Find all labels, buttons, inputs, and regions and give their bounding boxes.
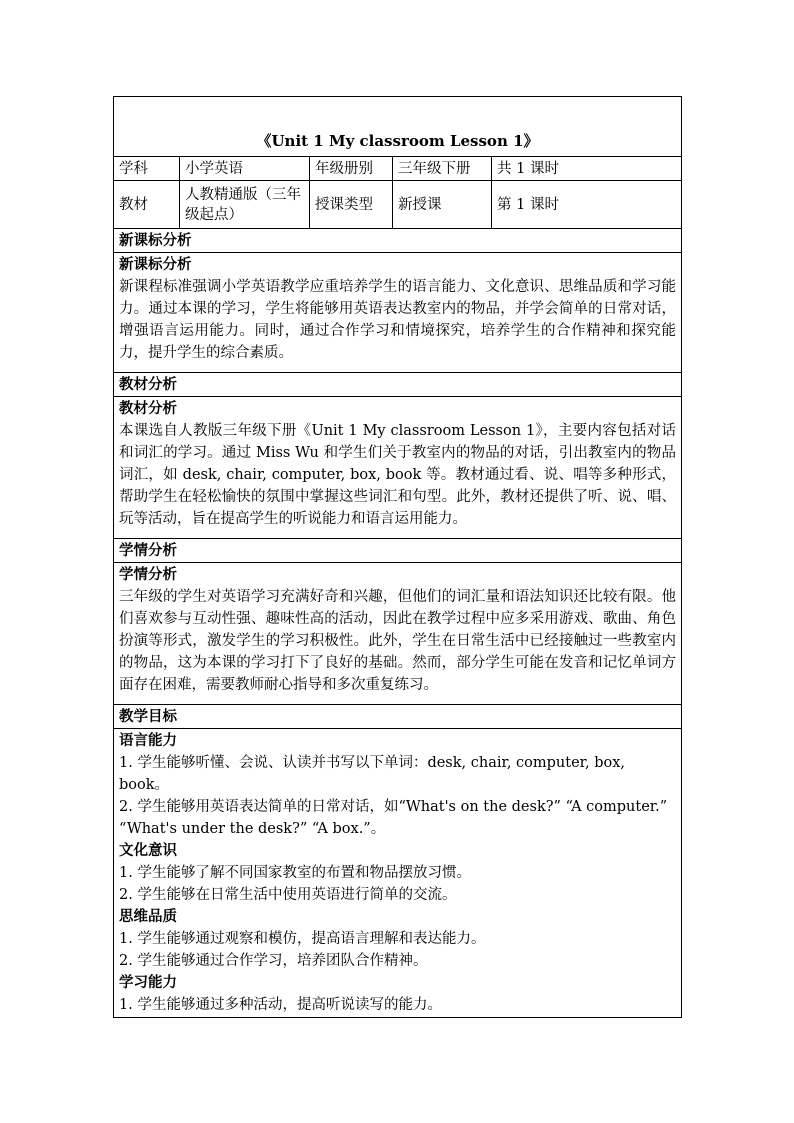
standards-heading-row <box>114 229 682 253</box>
lesson-title: 《Unit 1 My classroom Lesson 1》 <box>114 97 682 157</box>
lesson-number: 第 1 课时 <box>492 181 682 229</box>
textbook-label: 教材 <box>114 181 180 229</box>
learners-body-row <box>114 563 682 705</box>
language-goal-item: 1. 学生能够听懂、会说、认读并书写以下单词：desk, chair, computer, box, book。 <box>119 755 626 793</box>
standards-subheading: 新课标分析 <box>119 256 192 273</box>
learners-body <box>114 563 682 705</box>
culture-goal-item: 1. 学生能够了解不同国家教室的布置和物品摆放习惯。 <box>119 865 471 881</box>
thinking-heading: 思维品质 <box>119 908 177 925</box>
materials-heading-row <box>114 373 682 397</box>
goals-body <box>114 729 682 1018</box>
learners-text: 三年级的学生对英语学习充满好奇和兴趣，但他们的词汇量和语法知识还比较有限。他们喜欢参与互动性强、趣味性高的活动，因此在教学过程中应多采用游戏、歌曲、角色扮演等形式，激发学生的学习积极性。此外，学生在日常生活中已经接触过一些教室内的物品，这为本课的学习打下了良好的基础。然而，部分学生可能在发音和记忆单词方面存在困难，需要教师耐心指导和多次重复练习。 <box>119 589 676 693</box>
materials-subheading: 教材分析 <box>119 400 177 417</box>
grade-label: 年级册别 <box>310 157 393 181</box>
thinking-goal-item: 1. 学生能够通过观察和模仿，提高语言理解和表达能力。 <box>119 931 486 947</box>
total-hours: 共 1 课时 <box>492 157 682 181</box>
materials-body-row <box>114 397 682 539</box>
learning-goal-item: 1. 学生能够通过多种活动，提高听说读写的能力。 <box>119 997 442 1013</box>
title-row <box>114 97 682 157</box>
learning-ability-heading: 学习能力 <box>119 974 177 991</box>
info-row-textbook <box>114 181 682 229</box>
thinking-goal-item: 2. 学生能够通过合作学习，培养团队合作精神。 <box>119 953 428 969</box>
learners-heading-row <box>114 539 682 563</box>
learners-subheading: 学情分析 <box>119 566 177 583</box>
materials-heading: 教材分析 <box>114 373 682 397</box>
culture-goal-item: 2. 学生能够在日常生活中使用英语进行简单的交流。 <box>119 887 457 903</box>
learners-heading: 学情分析 <box>114 539 682 563</box>
subject-label: 学科 <box>114 157 180 181</box>
standards-body <box>114 253 682 373</box>
lesson-type-value: 新授课 <box>393 181 492 229</box>
standards-text: 新课程标准强调小学英语教学应重培养学生的语言能力、文化意识、思维品质和学习能力。通过本课的学习，学生将能够用英语表达教室内的物品，并学会简单的日常对话，增强语言运用能力。同时，通过合作学习和情境探究，培养学生的合作精神和探究能力，提升学生的综合素质。 <box>119 279 676 361</box>
goals-heading-row <box>114 705 682 729</box>
lesson-type-label: 授课类型 <box>310 181 393 229</box>
textbook-value: 人教精通版（三年级起点） <box>180 181 310 229</box>
info-row-subject <box>114 157 682 181</box>
language-goal-item: 2. 学生能够用英语表达简单的日常对话，如“What's on the desk?” “A computer.” “What's under the desk?” “A box.”。 <box>119 799 668 837</box>
subject-value: 小学英语 <box>180 157 310 181</box>
materials-text: 本课选自人教版三年级下册《Unit 1 My classroom Lesson 1》，主要内容包括对话和词汇的学习。通过 Miss Wu 和学生们关于教室内的物品的对话，引出教室内的物品词汇，如 desk, chair, computer, box, book 等。教材通过看、说、唱等多种形式，帮助学生在轻松愉快的氛围中掌握这些词汇和句型。此外，教材还提供了听、说、唱、玩等活动，旨在提高学生的听说能力和语言运用能力。 <box>119 423 676 527</box>
standards-heading: 新课标分析 <box>114 229 682 253</box>
culture-heading: 文化意识 <box>119 842 177 859</box>
language-ability-heading: 语言能力 <box>119 732 177 749</box>
grade-value: 三年级下册 <box>393 157 492 181</box>
lesson-plan-table <box>113 96 682 1018</box>
standards-body-row <box>114 253 682 373</box>
goals-body-row <box>114 729 682 1018</box>
materials-body <box>114 397 682 539</box>
goals-heading: 教学目标 <box>114 705 682 729</box>
